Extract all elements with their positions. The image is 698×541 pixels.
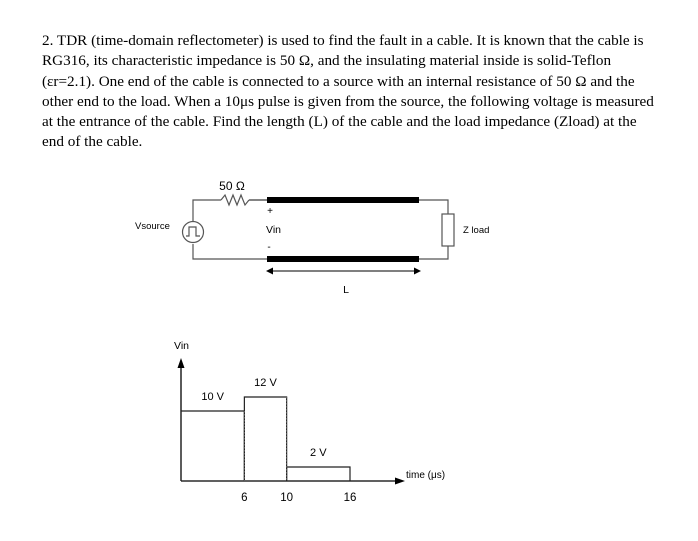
length-label: L [343, 284, 349, 296]
resistor [221, 195, 249, 205]
wire-top-right [419, 200, 448, 214]
cable-top-conductor [267, 197, 419, 203]
vin-minus-label: - [267, 242, 271, 253]
y-axis-arrow [178, 358, 185, 368]
segment-value-label-2: 12 V [254, 377, 277, 389]
wire-bottom-right [419, 246, 448, 259]
x-axis-arrow [395, 478, 405, 485]
source-label: Vsource [135, 221, 170, 232]
pulse-icon [186, 227, 200, 236]
load-label: Z load [463, 225, 490, 236]
vin-plus-label: + [267, 206, 273, 217]
cable-bottom-conductor [267, 256, 419, 262]
wire-bottom-left [193, 244, 267, 259]
step-segments [181, 377, 350, 481]
problem-statement: 2. TDR (time-domain reflectometer) is used to find the fault in a cable. It is known that the cable is RG316, its characteristic impedance is 50 Ω, and the insulating material inside is solid-Teflon (εr=2.1). One end of the cable is connected to a source with an internal resistance of 50 Ω and the other end to the load. When a 10μs pulse is given from the source, the following voltage is measured at the entrance of the cable. Find the length (L) of the cable and the load impedance (Zload) at the end of the cable. [42, 32, 654, 151]
length-arrow [266, 268, 421, 275]
step-segment-3 [287, 467, 350, 481]
circuit-diagram [183, 195, 455, 259]
vin-label: Vin [266, 224, 281, 236]
x-axis-label: time (μs) [406, 470, 446, 481]
step-segment-1 [181, 411, 244, 481]
y-axis-label: Vin [174, 340, 189, 352]
x-tick-labels [241, 492, 356, 504]
segment-value-label-3: 2 V [310, 447, 327, 459]
resistor-label: 50 Ω [219, 179, 245, 193]
load-impedance-box [442, 214, 454, 246]
segment-value-label-1: 10 V [201, 391, 225, 403]
wire-top-left [193, 200, 221, 222]
length-arrow-left-head [266, 268, 273, 275]
x-tick-label-16: 16 [343, 492, 357, 504]
tdr-plot [174, 340, 445, 504]
x-tick-label-6: 6 [241, 492, 248, 504]
x-tick-label-10: 10 [280, 492, 294, 504]
length-arrow-right-head [414, 268, 421, 275]
source-circle [183, 222, 204, 243]
step-segment-2 [244, 397, 286, 481]
